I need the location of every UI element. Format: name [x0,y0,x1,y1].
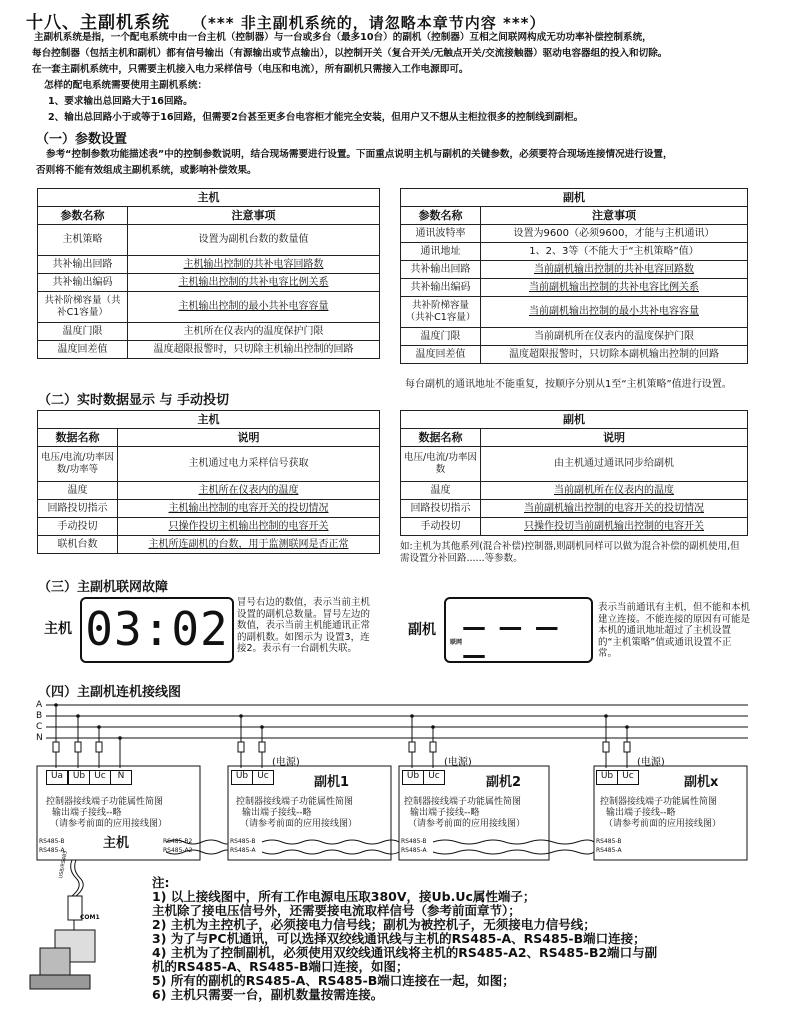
slave-address-note: 每台副机的通讯地址不能重复，按顺序分别从1至“主机策略”值进行设置。 [405,379,732,390]
note-item: 2) 主机为主控机子，必须接电力信号线；副机为被控机子，无须接电力信号线； [152,917,596,932]
table-row: 共补阶梯容量（共补C1容量） 主机输出控制的最小共补电容容量 [38,292,380,323]
intro-line: 1、要求输出总回路大于16回路。 [48,96,193,107]
table-row: 温度门限 主机所在仪表内的温度保护门限 [38,323,380,341]
slavex-rs485: RS485-B RS485-A [596,838,622,854]
power-label: (电源) [637,757,665,768]
table-row: 温度 当前副机所在仪表内的温度 [401,482,748,500]
terminal-ua: Ua [46,770,68,785]
terminal-uc: Uc [617,770,639,785]
slave-label: 副机 [408,622,436,638]
intro-line: 2、输出总回路小于或等于16回路，但需要2台甚至更多台电容柜才能完全安装，但用户又不想从主柜拉很多的控制线到副柜。 [48,112,584,123]
slave-data-table: 副机 数据名称 说明 电压/电流/功率因数 由主机通过通讯同步给副机 温度 当前副机所在仪表内的温度 回路投切指示 当前副机输出控制的电容开关的投切情况 手动投切 只操作投切当前副机输出控制的电容开关 [400,410,748,536]
intro-line: 每台控制器（包括主机和副机）都有信号输出（有源输出或节点输出），以控制开关（复合开关/无触点开关/交流接触器）驱动电容器组的投入和切除。 [32,48,668,59]
table-row: 共补阶梯容量（共补C1容量） 当前副机输出控制的最小共补电容容量 [401,297,748,328]
slave-params-table: 副机 参数名称 注意事项 通讯波特率 设置为9600（必须9600，才能与主机通讯） 通讯地址 1、2、3等（不能大于“主机策略”值） 共补输出回路 当前副机输出控制的共补电容回路数 共补输出编码 当前副机输出控制的共补电容比例关系 共补阶梯容量（共补C1容量） 当前副机输出控制的最小共补电容容量 温度门限 当前副机所在仪表内的温度保护门限 温度回差值 温度超限报警时，只切除本副机输出控制的回路 [400,188,748,364]
terminal-ub: Ub [68,770,90,785]
slave2-rs485: RS485-B RS485-A [401,838,427,854]
slave-display-desc: 表示当前通讯有主机，但不能和本机建立连接。不能连接的原因有可能是本机的通讯地址超过了主机设置的“主机策略”值或通讯设置不正常。 [598,602,751,659]
table-row: 共补输出编码 当前副机输出控制的共补电容比例关系 [401,279,748,297]
table-row: 温度回差值 温度超限报警时，只切除主机输出控制的回路 [38,341,380,359]
master-display-desc: 冒号右边的数值，表示当前主机设置的副机总数量。冒号左边的数值，表示当前主机能通讯正常的副机数。如图示为 设置3，连接2。表示有一台副机失联。 [237,597,371,654]
com-port-label: COM1 [80,914,100,921]
title-note: （*** 非主副机系统的，请忽略本章节内容 ***） [192,14,546,32]
terminal-uc: Uc [423,770,445,785]
line-label-c: C [36,722,43,732]
converter-label: USB/RS485 [58,850,69,880]
slave-display-dashes: — — — — [462,613,561,669]
note-item: 4) 主机为了控制副机，必须使用双绞线通讯线将主机的RS485-A2、RS485-B2端口与副 [152,945,658,960]
section-heading-params: （一）参数设置 [36,132,128,147]
slave1-rs485: RS485-B RS485-A [230,838,256,854]
table-row: 手动投切 只操作投切当前副机输出控制的电容开关 [401,518,748,536]
master-params-table: 主机 参数名称 注意事项 主机策略 设置为副机台数的数量值 共补输出回路 主机输出控制的共补电容回路数 共补输出编码 主机输出控制的共补电容比例关系 共补阶梯容量（共补C1容量） 主机输出控制的最小共补电容容量 温度门限 主机所在仪表内的温度保护门限 温度回差值 温度超限报警时，只切除主机输出控制的回路 [37,188,380,359]
note-item: 3) 为了与PC机通讯，可以选择双绞线通讯线与主机的RS485-A、RS485-B端口连接； [152,931,646,946]
intro-line: 在一套主副机系统中，只需要主机接入电力采样信号（电压和电流），所有副机只需接入工作电源即可。 [32,64,469,75]
table-row: 通讯波特率 设置为9600（必须9600，才能与主机通讯） [401,225,748,243]
slavex-box-text: 控制器接线端子功能属性简图 输出端子接线--略 （请参考前面的应用接线图） [600,797,722,829]
slavex-name: 副机x [684,775,719,790]
intro-line: 怎样的配电系统需要使用主副机系统： [44,80,208,91]
table-row: 共补输出回路 主机输出控制的共补电容回路数 [38,256,380,274]
power-label: (电源) [272,757,300,768]
terminal-ub: Ub [596,770,618,785]
terminal-ub: Ub [231,770,253,785]
master-rs485-right: RS485-B2 RS485-A2 [163,838,193,854]
power-label: (电源) [444,757,472,768]
section-heading-realtime: （二）实时数据显示 与 手动投切 [38,393,230,408]
table-caption: 主机 [38,411,380,429]
master-data-table: 主机 数据名称 说明 电压/电流/功率因数/功率等 主机通过电力采样信号获取 温度 主机所在仪表内的温度 回路投切指示 主机输出控制的电容开关的投切情况 手动投切 只操作投切主机输出控制的电容开关 联机台数 主机所连副机的台数，用于监测联网是否正常 [37,410,380,554]
section-heading-fault: （三）主副机联网故障 [38,580,169,595]
section-desc: 参考“控制参数功能描述表”中的控制参数说明，结合现场需要进行设置。下面重点说明主机与副机的关键参数，必须要符合现场连接情况进行设置， 否则将不能有效组成主副机系统，或影响补偿效果。 [36,149,673,176]
section-heading-wiring: （四）主副机连机接线图 [38,685,182,700]
table-row: 共补输出回路 当前副机输出控制的共补电容回路数 [401,261,748,279]
slave1-name: 副机1 [314,775,350,790]
master-box-text: 控制器接线端子功能属性简图 输出端子接线--略 （请参考前面的应用接线图） [46,797,168,829]
notes-title: 注: [152,875,170,890]
terminal-ub: Ub [402,770,424,785]
table-row: 主机策略 设置为副机台数的数量值 [38,225,380,256]
slave-mixed-note: 如:主机为其他系列(混合补偿)控制器,则副机同样可以做为混合补偿的副机使用,但需设置分补回路......等参数。 [400,541,740,564]
table-row: 回路投切指示 当前副机输出控制的电容开关的投切情况 [401,500,748,518]
terminal-uc: Uc [252,770,274,785]
master-label: 主机 [44,621,72,637]
terminal-n: N [110,770,132,785]
master-name: 主机 [103,836,130,851]
table-row: 共补输出编码 主机输出控制的共补电容比例关系 [38,274,380,292]
table-row: 手动投切 只操作投切主机输出控制的电容开关 [38,518,380,536]
line-label-n: N [36,733,43,743]
note-item: 主机除了接电压信号外，还需要接电流取样信号（参考前面章节）； [152,903,521,918]
intro-line: 主副机系统是指，一个配电系统中由一台主机（控制器）与一台或多台（最多10台）的副机（控制器）互相之间联网构成无功功率补偿控制系统， [34,32,652,43]
note-item: 机的RS485-A、RS485-B端口连接，如图； [152,959,409,974]
table-row: 温度 主机所在仪表内的温度 [38,482,380,500]
slave2-box-text: 控制器接线端子功能属性简图 输出端子接线--略 （请参考前面的应用接线图） [404,797,526,829]
slave1-box-text: 控制器接线端子功能属性简图 输出端子接线--略 （请参考前面的应用接线图） [236,797,358,829]
table-row: 温度回差值 温度超限报警时，只切除本副机输出控制的回路 [401,346,748,364]
notes-block [152,876,657,1002]
table-caption: 副机 [401,189,748,207]
page-title: 十八、主副机系统 （*** 非主副机系统的，请忽略本章节内容 ***） [26,13,546,33]
table-row: 电压/电流/功率因数 由主机通过通讯同步给副机 [401,447,748,482]
table-row: 联机台数 主机所连副机的台数，用于监测联网是否正常 [38,536,380,554]
note-item: 5) 所有的副机的RS485-A、RS485-B端口连接在一起，如图； [152,973,515,988]
table-row: 通讯地址 1、2、3等（不能大于“主机策略”值） [401,243,748,261]
terminal-uc: Uc [89,770,111,785]
note-item: 1) 以上接线图中，所有工作电源电压取380V，接Ub.Uc属性端子； [152,889,536,904]
master-rs485-left: RS485-B RS485-A [39,838,65,854]
table-row: 电压/电流/功率因数/功率等 主机通过电力采样信号获取 [38,447,380,482]
line-label-b: B [36,711,43,721]
master-display: 03:02 [80,597,234,663]
line-label-a: A [36,700,43,710]
table-row: 回路投切指示 主机输出控制的电容开关的投切情况 [38,500,380,518]
note-item: 6) 主机只需要一台，副机数量按需连接。 [152,987,384,1002]
table-caption: 主机 [38,189,380,207]
slave-tag: 联网 [450,639,463,646]
table-caption: 副机 [401,411,748,429]
table-row: 温度门限 当前副机所在仪表内的温度保护门限 [401,328,748,346]
slave2-name: 副机2 [486,775,522,790]
